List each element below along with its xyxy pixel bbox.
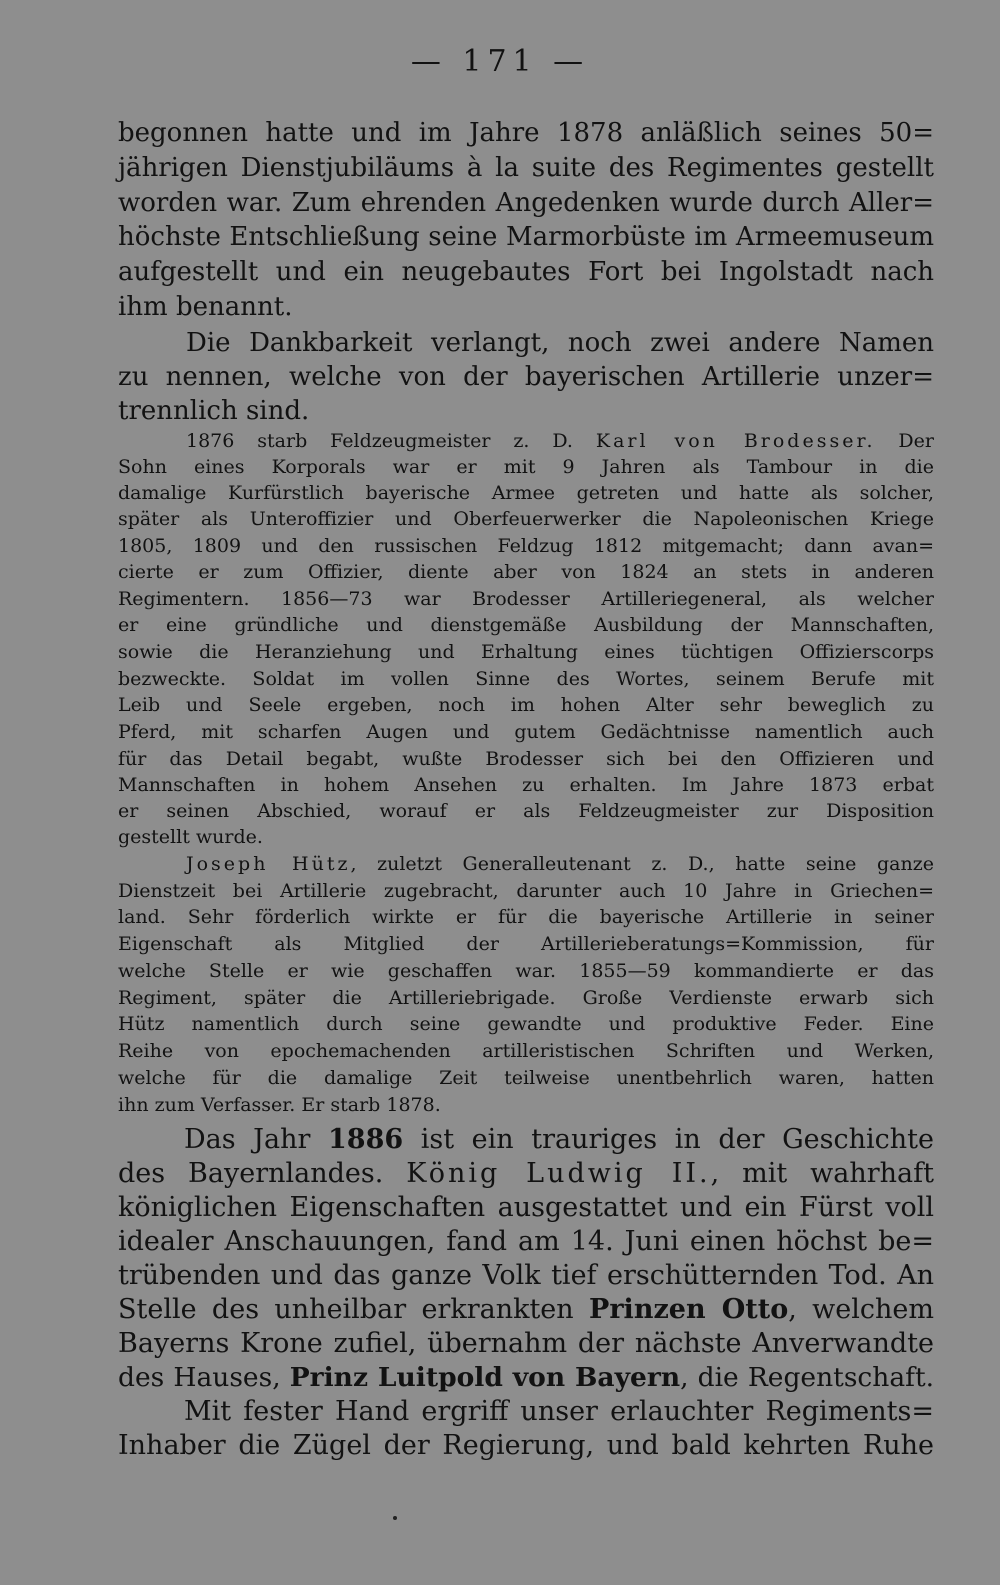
ink-speck — [393, 1516, 397, 1520]
text-line: sowie die Heranziehung und Erhaltung eines tüchtigen Offizierscorps — [118, 641, 934, 663]
text-line: trübenden und das ganze Volk tief erschütternden Tod. An — [118, 1260, 934, 1291]
text-line: bezweckte. Soldat im vollen Sinne des Wortes, seinem Berufe mit — [118, 668, 934, 690]
text-line: Inhaber die Zügel der Regierung, und bald kehrten Ruhe — [118, 1430, 934, 1461]
text-line: trennlich sind. — [118, 396, 310, 426]
text-line: ihm benannt. — [118, 292, 293, 322]
text-line: Reihe von epochemachenden artilleristischen Schriften und Werken, — [118, 1040, 934, 1062]
text-line: Sohn eines Korporals war er mit 9 Jahren als Tambour in die — [118, 456, 934, 478]
text-line: Pferd, mit scharfen Augen und gutem Gedächtnisse namentlich auch — [118, 721, 934, 743]
person-name: Joseph Hütz — [186, 853, 351, 875]
person-name: König Ludwig II. — [406, 1158, 711, 1189]
text-line: er eine gründliche und dienstgemäße Ausbildung der Mannschaften, — [118, 614, 934, 636]
text-line: Regimentern. 1856—73 war Brodesser Artilleriegeneral, als welcher — [118, 588, 934, 610]
text-line: des Bayernlandes. König Ludwig II., mit wahrhaft — [118, 1158, 934, 1189]
text-line: für das Detail begabt, wußte Brodesser sich bei den Offizieren und — [118, 748, 934, 770]
text-line: 1876 starb Feldzeugmeister z. D. Karl von Brodesser. Der — [186, 430, 934, 452]
text-line: zu nennen, welche von der bayerischen Artillerie unzer= — [118, 362, 934, 392]
text-line: gestellt wurde. — [118, 826, 263, 848]
text-line: Mannschaften in hohem Ansehen zu erhalten. Im Jahre 1873 erbat — [118, 774, 934, 796]
text-line: später als Unteroffizier und Oberfeuerwerker die Napoleonischen Kriege — [118, 508, 934, 530]
text-line: Leib und Seele ergeben, noch im hohen Alter sehr beweglich zu — [118, 694, 934, 716]
person-name: Karl von Brodesser. — [595, 430, 876, 452]
text-line: land. Sehr förderlich wirkte er für die bayerische Artillerie in seiner — [118, 906, 934, 928]
text-line: Mit fester Hand ergriff unser erlauchter Regiments= — [184, 1396, 934, 1427]
text-line: Bayerns Krone zufiel, übernahm der nächste Anverwandte — [118, 1328, 934, 1359]
text-line: jährigen Dienstjubiläums à la suite des Regimentes gestellt — [118, 153, 934, 183]
text-line: cierte er zum Offizier, diente aber von 1824 an stets in anderen — [118, 561, 934, 583]
text-line: königlichen Eigenschaften ausgestattet und ein Fürst voll — [118, 1192, 934, 1223]
person-name: Prinzen Otto — [589, 1294, 789, 1325]
text-line: höchste Entschließung seine Marmorbüste im Armeemuseum — [118, 222, 934, 252]
year-emphasis: 1886 — [328, 1124, 404, 1155]
text-line: welche Stelle er wie geschaffen war. 1855—59 kommandierte er das — [118, 960, 934, 982]
text-line: begonnen hatte und im Jahre 1878 anläßlich seines 50= — [118, 118, 934, 148]
text-line: Hütz namentlich durch seine gewandte und produktive Feder. Eine — [118, 1013, 934, 1035]
text-line: welche für die damalige Zeit teilweise unentbehrlich waren, hatten — [118, 1067, 934, 1089]
text-line: er seinen Abschied, worauf er als Feldzeugmeister zur Disposition — [118, 800, 934, 822]
text-line: Joseph Hütz, zuletzt Generalleutenant z. D., hatte seine ganze — [186, 853, 934, 875]
text-line: Stelle des unheilbar erkrankten Prinzen Otto, welchem — [118, 1294, 934, 1325]
person-name: Prinz Luitpold von Bayern — [289, 1362, 681, 1393]
text-line: ihn zum Verfasser. Er starb 1878. — [118, 1094, 441, 1116]
text-line: aufgestellt und ein neugebautes Fort bei Ingolstadt nach — [118, 257, 934, 287]
text-line: Eigenschaft als Mitglied der Artillerieberatungs=Kommission, für — [118, 933, 934, 955]
text-line: Das Jahr 1886 ist ein trauriges in der Geschichte — [184, 1124, 935, 1155]
text-line: worden war. Zum ehrenden Angedenken wurde durch Aller= — [118, 188, 934, 218]
text-line: damalige Kurfürstlich bayerische Armee getreten und hatte als solcher, — [118, 482, 934, 504]
text-line: 1805, 1809 und den russischen Feldzug 1812 mitgemacht; dann avan= — [118, 535, 934, 557]
page-number: — 171 — — [410, 44, 590, 79]
text-line: idealer Anschauungen, fand am 14. Juni einen höchst be= — [118, 1226, 934, 1257]
text-line: Regiment, später die Artilleriebrigade. Große Verdienste erwarb sich — [118, 987, 934, 1009]
text-line: Dienstzeit bei Artillerie zugebracht, darunter auch 10 Jahre in Griechen= — [118, 880, 934, 902]
text-line: des Hauses, Prinz Luitpold von Bayern, die Regentschaft. — [118, 1362, 935, 1393]
text-line: Die Dankbarkeit verlangt, noch zwei andere Namen — [186, 328, 934, 358]
